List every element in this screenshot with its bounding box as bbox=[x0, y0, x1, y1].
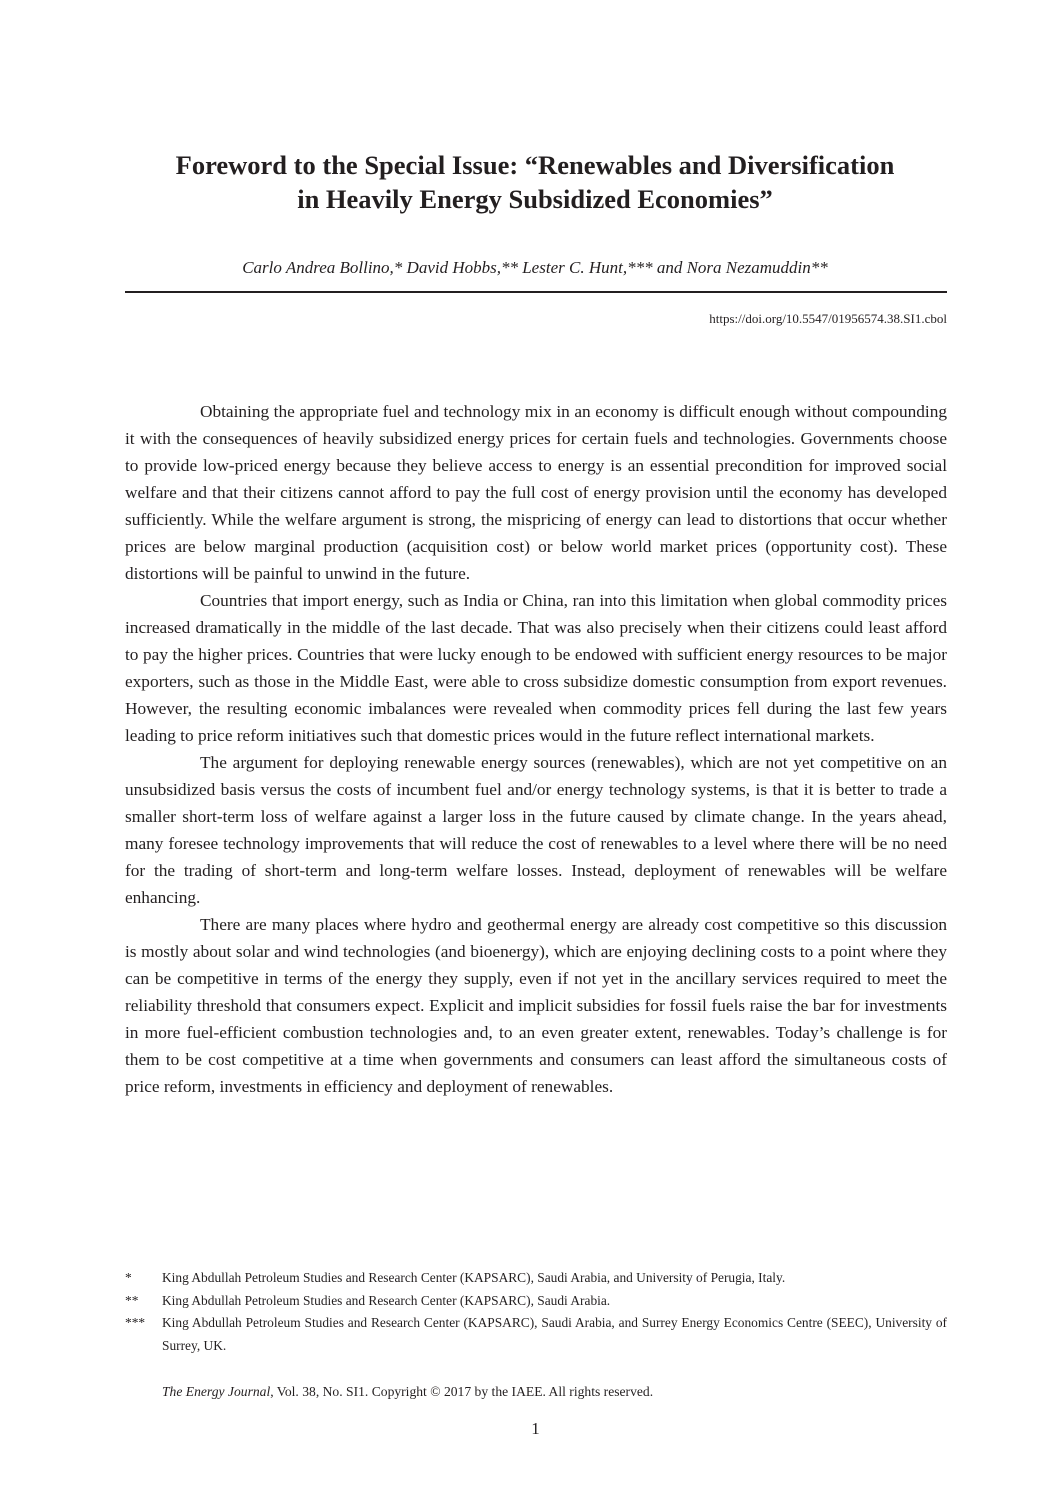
journal-footer bbox=[162, 1383, 653, 1401]
paragraph: There are many places where hydro and geothermal energy are already cost competitive so this discussion is mostly about solar and wind technologies (and bioenergy), which are enjoying declining costs to a point where they can be competitive in terms of the energy they supply, even if not yet in the ancillary services required to meet the reliability threshold that consumers expect. Explicit and implicit subsidies for fossil fuels raise the bar for investments in more fuel-efficient combustion technologies and, to an even greater extent, renewables. Today’s challenge is for them to be cost competitive at a time when governments and consumers can least afford the simultaneous costs of price reform, investments in efficiency and deployment of renewables. bbox=[125, 915, 947, 1096]
article-body bbox=[125, 398, 947, 1100]
doi-link[interactable]: https://doi.org/10.5547/01956574.38.SI1.cbol bbox=[709, 311, 947, 326]
copyright-text: , Vol. 38, No. SI1. Copyright © 2017 by the IAEE. All rights reserved. bbox=[270, 1384, 654, 1399]
footnote bbox=[125, 1290, 947, 1313]
paragraph: The argument for deploying renewable energy sources (renewables), which are not yet competitive on an unsubsidized basis versus the costs of incumbent fuel and/or energy technology systems, is that it is better to trade a smaller short-term loss of welfare against a larger loss in the future caused by climate change. In the years ahead, many foresee technology improvements that will reduce the cost of renewables to a level where there will be no need for the trading of short-term and long-term welfare losses. Instead, deployment of renewables will be welfare enhancing. bbox=[125, 753, 947, 907]
title-line-1: Foreword to the Special Issue: “Renewables and Diversification bbox=[175, 150, 895, 180]
title-line-2: in Heavily Energy Subsidized Economies” bbox=[297, 184, 773, 214]
footnote-text: King Abdullah Petroleum Studies and Research Center (KAPSARC), Saudi Arabia, and University of Perugia, Italy. bbox=[162, 1270, 786, 1285]
journal-name: The Energy Journal bbox=[162, 1384, 271, 1399]
footnotes bbox=[125, 1267, 947, 1357]
article-title bbox=[100, 148, 970, 216]
paragraph: Countries that import energy, such as India or China, ran into this limitation when global commodity prices increased dramatically in the middle of the last decade. That was also precisely when their citizens could least afford to pay the higher prices. Countries that were lucky enough to be endowed with sufficient energy resources to be major exporters, such as those in the Middle East, were able to cross subsidize domestic consumption from export revenues. However, the resulting economic imbalances were revealed when commodity prices fell during the last few years leading to price reform initiatives such that domestic prices would in the future reflect international markets. bbox=[125, 591, 947, 745]
footnote bbox=[125, 1312, 947, 1357]
footnote-mark: * bbox=[125, 1270, 132, 1285]
footnote-mark: *** bbox=[125, 1315, 146, 1330]
paragraph: Obtaining the appropriate fuel and technology mix in an economy is difficult enough without compounding it with the consequences of heavily subsidized energy prices for certain fuels and technologies. Governments choose to provide low-priced energy because they believe access to energy is an essential precondition for improved social welfare and that their citizens cannot afford to pay the full cost of energy provision until the economy has developed sufficiently. While the welfare argument is strong, the mispricing of energy can lead to distortions that occur whether prices are below marginal production (acquisition cost) or below world market prices (opportunity cost). These distortions will be painful to unwind in the future. bbox=[125, 402, 947, 583]
page-number: 1 bbox=[531, 1419, 540, 1438]
header-rule bbox=[125, 291, 947, 293]
footnote-mark: ** bbox=[125, 1292, 139, 1308]
footnote-text: King Abdullah Petroleum Studies and Research Center (KAPSARC), Saudi Arabia, and Surrey Energy Economics Centre (SEEC), University of Surrey, UK. bbox=[162, 1315, 947, 1353]
author-list: Carlo Andrea Bollino,* David Hobbs,** Lester C. Hunt,*** and Nora Nezamuddin** bbox=[242, 258, 828, 277]
footnote-text: King Abdullah Petroleum Studies and Research Center (KAPSARC), Saudi Arabia. bbox=[162, 1292, 611, 1308]
footnote bbox=[125, 1267, 947, 1290]
